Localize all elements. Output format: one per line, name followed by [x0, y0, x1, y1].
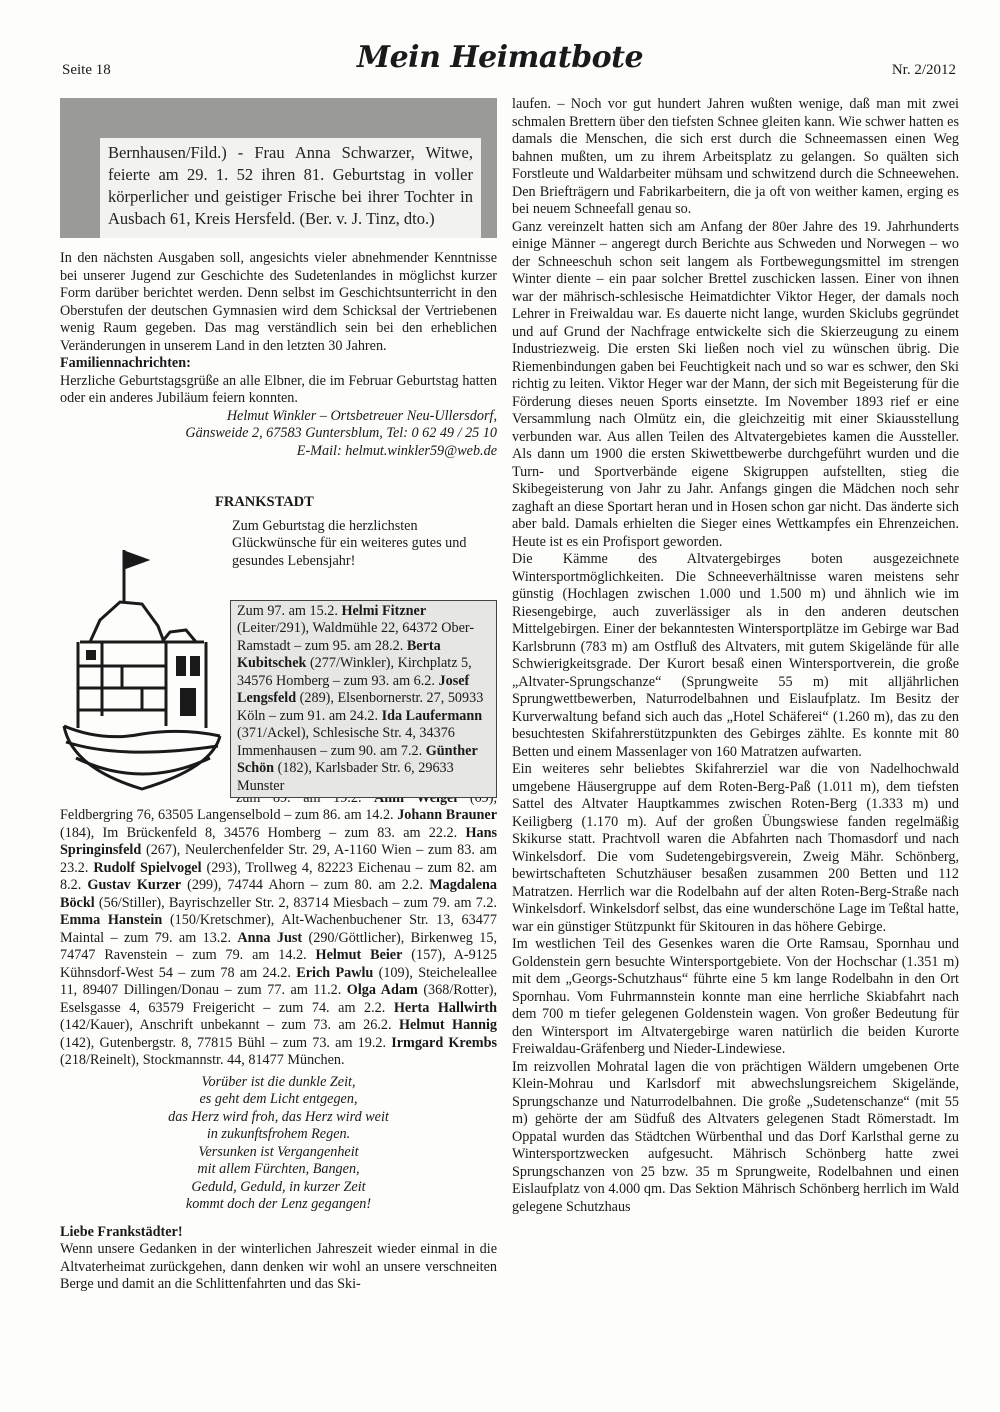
list-name-6: Magdalena Böckl [60, 877, 497, 911]
article-paragraph-2: Ganz vereinzelt hatten sich am Anfang der 80er Jahre des 19. Jahrhunderts einige Männer – angeregt durch Berichte aus Schweden und Norwegen – wo der Schneeschuh schon seit langem als Fortbewegungsmittel im strengen Winter diente – ein paar solcher Brettel zuschicken lassen. Einer von ihnen war der mährisch-schlesische Heimatdichter Viktor Heger, der damals noch Lehrer in Freiwaldau war. Es dauerte nicht lange, wurden Skiclubs gegründet und auf Grund der Nachfrage entwickelte sich die Skierzeugung zu einem Industriezweig. Die ersten Ski ließen noch viel zu wünschen übrig. Die Riemenbindungen gaben bei Feuchtigkeit nach und so war es schwer, den Ski richtig zu leiten. Viktor Heger war der Mann, der sich mit Begeisterung für die Förderung dieses neuen Sports einsetzte. Im November 1893 rief er eine Versammlung nach Olmütz ein, die gleichzeitig mit einer Skiausstellung verbunden war. Aus allen Teilen des Altvatergebietes kamen die Aussteller. Als dann um 1900 die ersten Skiwettbewerbe durchgeführt wurden und die Turn- und Sportverbände eigene Skigruppen aufstellten, stieg die Skibegeisterung von Jahr zu Jahr. Anfangs gingen die Mädchen noch sehr zaghaft an diese Sportart heran und in Hosen schon gar nicht. Das änderte sich aber bald. Damals erhielten die Sieger eines Wettkampfes ein Ehrenzeichen. Heute ist es ein Profisport geworden. [512, 218, 959, 550]
article-paragraph-3: Die Kämme des Altvatergebirges boten ausgezeichnete Wintersportmöglichkeiten. Die Schneeverhältnisse waren meistens sehr günstig (Hochlagen zwischen 1.000 und 1.500 m) und ähnlich wie im Riesengebirge, auch zuverlässiger als in den anderen deutschen Mittelgebirgen. Einer der bekanntesten Wintersportplätze im Gebirge war Bad Karlsbrunn (783 m) am Ostfluß des Altvaters, mit gutem Skigelände für alle Schwierigkeitsgrade. Der Kurort besaß einen Wintersportverein, die große „Altvater-Sprungschanze“ (Sprungweite 55 m) mit alljährlichen Sprungwettbewerben, Naturrodelbahnen und Eislaufplatz. Im Besitz der Kurverwaltung befand sich auch das „Hotel Schäferei“ (1.260 m), das zu den besuchtesten Skifahrerstützpunkten des Gebirges zählte. Es konnte mit 80 Betten und einem Massenlager von 160 Matratzen aufwarten. [512, 551, 959, 760]
list-name-10: Erich Pawlu [296, 964, 374, 981]
poem [60, 1074, 497, 1214]
list-name-8: Anna Just [237, 929, 303, 946]
list-text-15: (218/Reinelt), Stockmannstr. 44, 81477 München. [60, 1052, 345, 1068]
birthday-box-text [237, 603, 490, 796]
intro-paragraph: In den nächsten Ausgaben soll, angesichts vieler abnehmender Kenntnisse bei unserer Jugend zur Geschichte des Sudetenlandes in möglichst kurzer Form darüber berichtet werden. Denn selbst im Geschichtsunterricht in den Oberstufen der deutschen Gymnasien wird dem Schicksal der Vertriebenen wenig Raum gegeben. Das mag verständlich sein bei den erheblichen Veränderungen in unserem Land in den letzten 30 Jahren. [60, 250, 497, 354]
list-text-4: (267), Neulerchenfelder Str. 29, A-1160 Wien – zum 83. am 23.2. [60, 842, 497, 876]
box-text-5: (371/Ackel), Schlesische Str. 4, 34376 Immenhausen – zum 90. am 7.2. [237, 725, 455, 759]
greeting-heading: Liebe Frankstädter! [60, 1223, 183, 1240]
poem-line: Vorüber ist die dunkle Zeit, [201, 1073, 356, 1090]
list-text-9: (290/Göttlicher), Birkenweg 15, 74747 Ravenstein – zum 79. am 14.2. [60, 929, 497, 963]
article-paragraph-6: Im reizvollen Mohratal lagen die von prächtigen Wäldern umgebenen Orte Klein-Mohrau und Karlsdorf mit abwechslungsreichem Skigelände, Sprungschanze und Naturrodelbahnen. Die große „Sudetenschanze“ (mit 55 m) gehörte der am Südfuß des Altvaters gelegenen Stadt Römerstadt. Im Oppatal wurden das Städtchen Würbenthal und das Dorf Karlsthal gerne zu Wintersportzwecken aufgesucht. Mährisch Schönberg hatte zwei Sprungschanzen von 25 bzw. 35 m Sprungweite, Rodelbahnen und einen Eislaufplatz von 4.000 qm. Das Sektion Mährisch Schönberg herrlich im Wald gelegene Schutzhaus [512, 1058, 959, 1215]
list-name-5: Gustav Kurzer [87, 877, 182, 893]
list-name-9: Helmut Beier [315, 947, 403, 963]
familien-heading: Familiennachrichten: [60, 355, 191, 371]
list-text-2: Feldbergring 76, 63505 Langenselbold – zum 86. am 14.2. [60, 807, 394, 823]
list-text-3: (184), Im Brückenfeld 8, 34576 Homberg – zum 83. am 22.2. [60, 824, 466, 841]
newspaper-clipping [60, 98, 497, 238]
poem-line: es geht dem Licht entgegen, [199, 1091, 358, 1107]
signature-email: E-Mail: helmut.winkler59@web.de [296, 442, 497, 459]
list-name-14: Irmgard Krembs [391, 1034, 497, 1051]
town-crest-icon [62, 546, 222, 791]
box-text-6: (182), Karlsbader Str. 6, 29633 Munster [237, 760, 454, 794]
list-name-11: Olga Adam [346, 982, 418, 998]
frankstadt-intro-text: Zum Geburtstag die herzlichsten Glückwünsche für ein weiteres gutes und gesundes Lebensjahr! [232, 517, 467, 569]
list-text-6: (299), 74744 Ahorn – zum 80. am 2.2. [181, 877, 430, 893]
masthead-title: Mein Heimatbote [356, 40, 644, 75]
frankstadt-section [60, 517, 497, 794]
box-text-2: (Leiter/291), Waldmühle 22, 64372 Ober-Ramstadt – zum 95. am 28.2. [237, 620, 475, 654]
box-text-3: (277/Winkler), Kirchplatz 5, 34576 Homberg – zum 93. am 6.2. [237, 655, 472, 689]
box-text-1: Zum 97. am 15.2. [237, 602, 342, 619]
issue-number: Nr. 2/2012 [891, 62, 956, 78]
list-text-7: (56/Stiller), Bayrischzeller Str. 2, 83714 Miesbach – zum 79. am 7.2. [94, 894, 497, 911]
box-name-1: Helmi Fitzner [341, 602, 427, 619]
clipping-text: Bernhausen/Fild.) - Frau Anna Schwarzer, Witwe, feierte am 29. 1. 52 ihren 81. Geburtstag in voller körperlicher und geistiger Frische bei ihrer Tochter in Ausbach 61, Kreis Hersfeld. (Ber. v. J. Tinz, dto.) [100, 138, 481, 238]
poem-line: Versunken ist Vergangenheit [198, 1143, 359, 1160]
familien-text: Herzliche Geburtstagsgrüße an alle Elbner, die im Februar Geburtstag hatten oder ein anderes Jubiläum feiern konnten. [60, 372, 497, 406]
signature-address: Gänsweide 2, 67583 Guntersblum, Tel: 0 62 49 / 25 10 [185, 425, 497, 441]
final-paragraph: Wenn unsere Gedanken in der winterlichen Jahreszeit wieder einmal in die Altvaterheimat zurückgehen, dann denken wir wohl an unsere verschneiten Berge und damit an die Schlittenfahrten und das Ski- [60, 1241, 497, 1292]
list-name-12: Herta Hallwirth [393, 999, 498, 1016]
list-text-10: (157), A-9125 Kühnsdorf-West 54 – zum 78 am 24.2. [60, 947, 497, 981]
box-name-3: Josef Lengsfeld [237, 672, 470, 706]
article-paragraph-1: laufen. – Noch vor gut hundert Jahren wußten wenige, daß man mit zwei schmalen Brettern über den tiefsten Schnee gleiten kann. Wie schwer hatten es damals die Menschen, die sich erst durch die Schneemassen einen Weg bahnen mußten, um zu ihrem Arbeitsplatz zu gelangen. So quälten sich Forstleute und Waldarbeiter mühsam und schwitzend durch die Schneewehen. Den Briefträgern und Fabrikarbeitern, die ja oft von weither kamen, erging es bei neuem Schneefall genau so. [512, 96, 959, 217]
list-text-11: (109), Steicheleallee 11, 89407 Dillingen/Donau – zum 77. am 11.2. [60, 964, 497, 998]
frankstadt-intro [232, 518, 497, 571]
list-text-12: (368/Rotter), Eselsgasse 4, 63579 Freigericht – zum 74. am 2.2. [60, 982, 498, 1016]
list-name-3: Hans Springinsfeld [60, 824, 497, 858]
list-name-2: Johann Brauner [397, 807, 497, 823]
poem-line: das Herz wird froh, das Herz wird weit [168, 1108, 389, 1125]
list-text-8: (150/Kretschmer), Alt-Wachenbuchener Str. 13, 63477 Maintal – zum 79. am 13.2. [60, 912, 497, 946]
birthday-box [230, 600, 497, 799]
birthday-list-text [60, 790, 497, 1070]
frankstadt-heading: FRANKSTADT [215, 494, 314, 510]
list-name-13: Helmut Hannig [398, 1017, 497, 1033]
list-text-5: (293), Trollweg 4, 82223 Eichenau – zum 82. am 8.2. [60, 859, 498, 893]
birthday-list [60, 790, 497, 1070]
right-column [512, 96, 959, 1216]
list-name-7: Emma Hanstein [60, 912, 163, 928]
poem-line: kommt doch der Lenz gegangen! [185, 1196, 372, 1212]
poem-line: in zukunftsfrohem Regen. [206, 1126, 351, 1142]
box-name-5: Günther Schön [237, 742, 478, 776]
list-name-4: Rudolf Spielvogel [93, 859, 202, 876]
article-paragraph-5: Im westlichen Teil des Gesenkes waren die Orte Ramsau, Spornhau und Goldenstein gern besuchte Wintersportgebiete. Von der Hochschar (1.351 m) mit dem „Georgs-Schutzhaus“ führte eine 5 km lange Rodelbahn in den Ort Spornhau. Vom Fuhrmannstein konnte man eine herrliche Skiabfahrt nach dem 700 m tiefer gelegenen Goldenstein wagen. Von großer Bedeutung für den Wintersport im Altvatergebirge waren natürlich die beiden Kurorte Freiwaldau-Gräfenberg und Nieder-Lindewiese. [512, 936, 959, 1057]
box-name-4: Ida Laufermann [381, 707, 483, 724]
signature-name: Helmut Winkler – Ortsbetreuer Neu-Ullersdorf, [226, 407, 497, 424]
left-column [60, 98, 497, 1294]
article-paragraph-4: Ein weiteres sehr beliebtes Skifahrerziel war die von Nadelhochwald umgebene Häusergruppe auf dem Roten-Berg-Paß (1.011 m), dem tiefsten Sattel des Altvater Hauptkammes zwischen Roten-Berg (1.333 m) und Keiligberg (1.170 m). Auf der großen Übungswiese fanden regelmäßig Skikurse statt. Prachtvoll waren die Abfahrten nach Thomasdorf und nach Winkelsdorf. Die vom Sudetengebirgsverein, Zweig Mähr. Schönberg, bewirtschafteten Schutzhäuser besaßen zusammen 200 Betten und 112 Matratzen. Herrlich war die Rodelbahn auf der alten Roten-Berg-Straße nach Winkelsdorf. Winkelsdorf selbst, das eine wunderschöne Lage im Teßtal hatte, war ein günstiger Stützpunkt für Skitouren in das höhere Gebirge. [512, 761, 959, 935]
list-text-13: (142/Kauer), Anschrift unbekannt – zum 73. am 26.2. [60, 1017, 399, 1033]
list-text-14: (142), Gutenbergstr. 8, 77815 Bühl – zum 73. am 19.2. [60, 1034, 392, 1051]
box-name-2: Berta Kubitschek [237, 637, 441, 671]
poem-line: mit allem Fürchten, Bangen, [197, 1161, 360, 1177]
page-number: Seite 18 [62, 62, 111, 78]
poem-line: Geduld, Geduld, in kurzer Zeit [191, 1178, 366, 1195]
box-text-4: (289), Elsenbornerstr. 27, 50933 Köln – zum 91. am 24.2. [237, 690, 484, 724]
